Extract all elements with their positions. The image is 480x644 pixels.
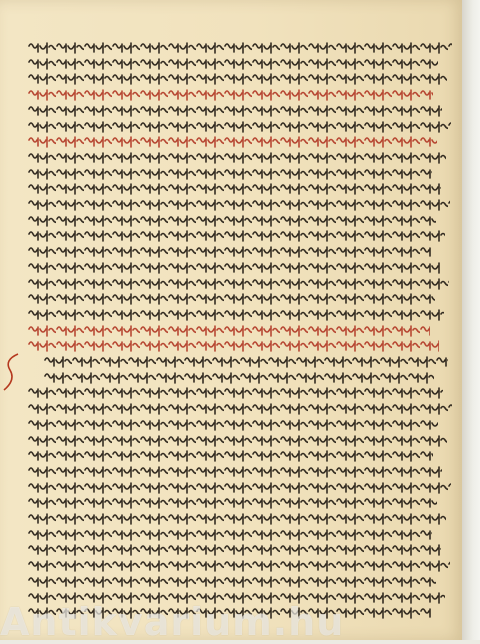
text-line [28, 307, 444, 324]
text-line [28, 323, 430, 340]
text-line [28, 385, 443, 402]
text-line [28, 213, 436, 230]
page-gutter [462, 0, 480, 640]
text-line [28, 417, 438, 434]
text-line [28, 228, 445, 245]
text-line [28, 244, 431, 261]
text-line [28, 56, 438, 73]
text-line [28, 134, 437, 151]
text-line [28, 40, 452, 57]
text-line [28, 401, 452, 418]
text-line [28, 87, 433, 104]
text-line [28, 260, 440, 277]
text-line [28, 448, 433, 465]
text-line [44, 370, 434, 387]
text-line [28, 558, 450, 575]
text-line [28, 338, 439, 355]
text-line [28, 71, 447, 88]
watermark: Antikvarium.hu [0, 600, 345, 644]
text-line [28, 480, 451, 497]
initial-flourish-icon [0, 352, 22, 392]
text-line [28, 464, 442, 481]
text-line [28, 103, 442, 120]
text-line [28, 150, 446, 167]
text-line [28, 291, 435, 308]
text-line [28, 276, 449, 293]
text-line [28, 542, 441, 559]
text-line [28, 511, 446, 528]
text-line [28, 181, 441, 198]
text-line [28, 527, 432, 544]
text-line [28, 495, 437, 512]
text-line [28, 166, 432, 183]
text-line [28, 433, 447, 450]
text-line [28, 119, 451, 136]
text-line [28, 197, 450, 214]
text-line [44, 354, 448, 371]
text-line [28, 574, 436, 591]
